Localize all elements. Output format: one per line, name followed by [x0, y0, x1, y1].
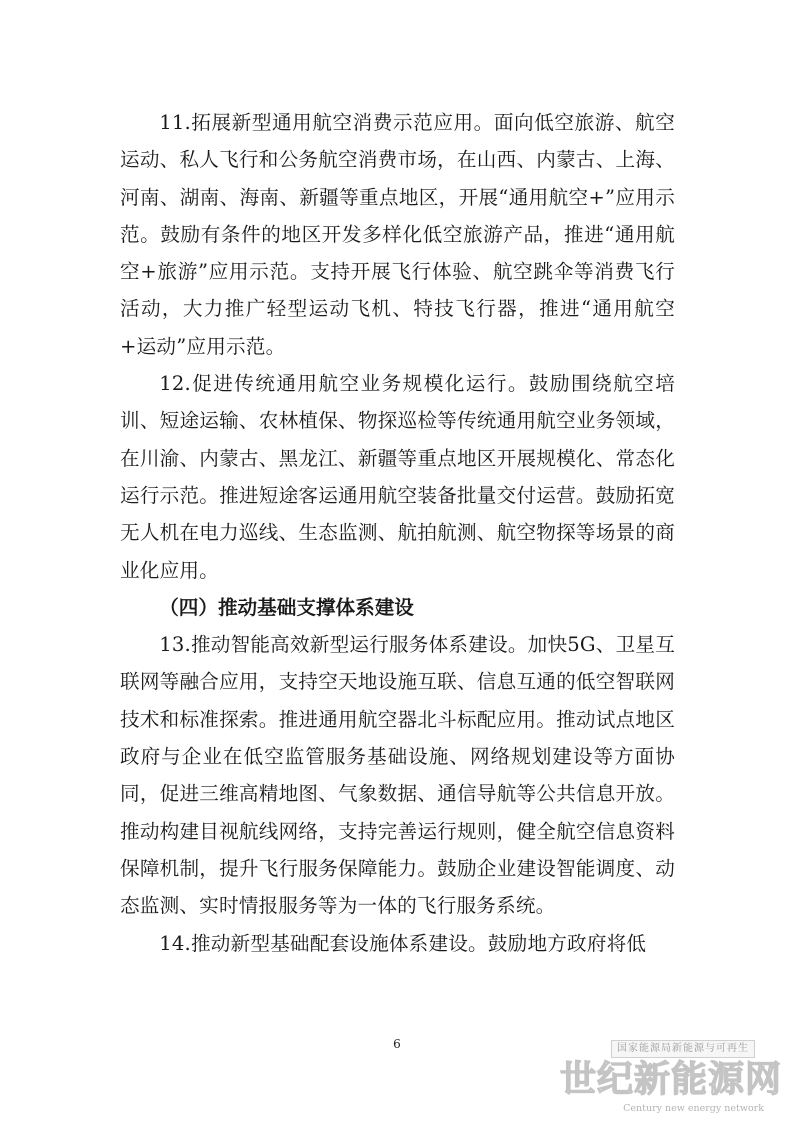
paragraph-12: 12.促进传统通用航空业务规模化运行。鼓励围绕航空培训、短途运输、农林植保、物探巡检等传统通用航空业务领域，在川渝、内蒙古、黑龙江、新疆等重点地区开展规模化、常态化运行示范。推进短途客运通用航空装备批量交付运营。鼓励拓宽无人机在电力巡线、生态监测、航拍航测、航空物探等场景的商业化应用。: [120, 372, 675, 582]
paragraph-13: 13.推动智能高效新型运行服务体系建设。加快5G、卫星互联网等融合应用，支持空天地设施互联、信息互通的低空智联网技术和标准探索。推进通用航空器北斗标配应用。推动试点地区政府与企业在低空监管服务基础设施、网络规划建设等方面协同，促进三维高精地图、气象数据、通信导航等公共信息开放。推动构建目视航线网络，支持完善运行规则，健全航空信息资料保障机制，提升飞行服务保障能力。鼓励企业建设智能调度、动态监测、实时情报服务等为一体的飞行服务系统。: [120, 633, 675, 918]
watermark-logo: 世纪新能源网: [560, 1059, 783, 1100]
document-body: [120, 104, 675, 962]
paragraph-11: 11.拓展新型通用航空消费示范应用。面向低空旅游、航空运动、私人飞行和公务航空消费市场，在山西、内蒙古、上海、河南、湖南、海南、新疆等重点地区，开展“通用航空+”应用示范。鼓励有条件的地区开发多样化低空旅游产品，推进“通用航空+旅游”应用示范。支持开展飞行体验、航空跳伞等消费飞行活动，大力推广轻型运动飞机、特技飞行器，推进“通用航空+运动”应用示范。: [120, 111, 675, 358]
section-heading-4: （四）推动基础支撑体系建设: [159, 595, 414, 619]
page-number: 6: [393, 1037, 401, 1051]
watermark-subtitle: Century new energy network: [623, 1103, 764, 1114]
paragraph-14: 14.推动新型基础配套设施体系建设。鼓励地方政府将低: [159, 931, 647, 955]
watermark-banner: 国家能源局新能源与可再生: [611, 1040, 755, 1058]
